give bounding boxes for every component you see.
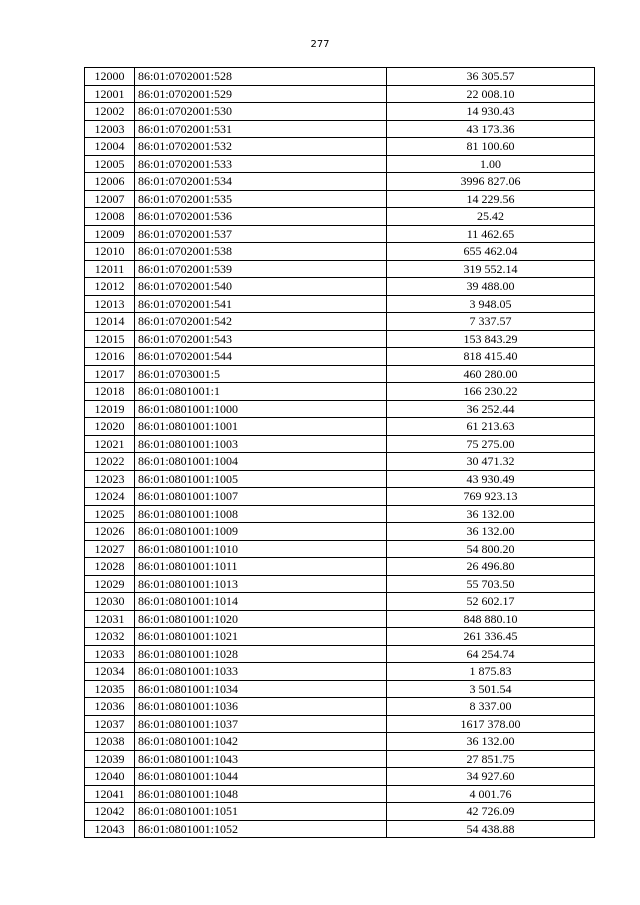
row-number-cell: 12018 [85,383,135,401]
cadastral-value-cell: 54 800.20 [387,540,595,558]
row-number-cell: 12017 [85,365,135,383]
cadastral-number-cell: 86:01:0702001:543 [135,330,387,348]
cadastral-number-cell: 86:01:0703001:5 [135,365,387,383]
cadastral-number-cell: 86:01:0702001:534 [135,173,387,191]
table-row [85,120,595,138]
cadastral-number-cell: 86:01:0801001:1001 [135,418,387,436]
row-number-cell: 12004 [85,138,135,156]
cadastral-number-cell: 86:01:0801001:1007 [135,488,387,506]
cadastral-value-cell: 14 930.43 [387,103,595,121]
table-row [85,628,595,646]
table-row [85,558,595,576]
table-row [85,540,595,558]
table-row [85,610,595,628]
row-number-cell: 12037 [85,715,135,733]
cadastral-value-cell: 36 305.57 [387,68,595,86]
cadastral-value-cell: 11 462.65 [387,225,595,243]
row-number-cell: 12023 [85,470,135,488]
cadastral-number-cell: 86:01:0801001:1042 [135,733,387,751]
cadastral-value-cell: 261 336.45 [387,628,595,646]
cadastral-value-cell: 27 851.75 [387,750,595,768]
cadastral-number-cell: 86:01:0801001:1048 [135,785,387,803]
cadastral-value-cell: 30 471.32 [387,453,595,471]
cadastral-number-cell: 86:01:0702001:542 [135,313,387,331]
row-number-cell: 12007 [85,190,135,208]
cadastral-value-cell: 36 132.00 [387,505,595,523]
row-number-cell: 12021 [85,435,135,453]
cadastral-number-cell: 86:01:0801001:1000 [135,400,387,418]
cadastral-value-cell: 166 230.22 [387,383,595,401]
table-row [85,470,595,488]
cadastral-number-cell: 86:01:0702001:532 [135,138,387,156]
cadastral-value-cell: 34 927.60 [387,768,595,786]
cadastral-number-cell: 86:01:0702001:533 [135,155,387,173]
table-row [85,295,595,313]
row-number-cell: 12001 [85,85,135,103]
row-number-cell: 12011 [85,260,135,278]
cadastral-value-cell: 153 843.29 [387,330,595,348]
table-row [85,278,595,296]
row-number-cell: 12029 [85,575,135,593]
cadastral-value-cell: 64 254.74 [387,645,595,663]
cadastral-value-cell: 460 280.00 [387,365,595,383]
cadastral-value-cell: 7 337.57 [387,313,595,331]
cadastral-value-cell: 319 552.14 [387,260,595,278]
cadastral-value-cell: 1 875.83 [387,663,595,681]
table-row [85,260,595,278]
cadastral-value-cell: 39 488.00 [387,278,595,296]
cadastral-value-table [84,67,595,838]
cadastral-number-cell: 86:01:0702001:540 [135,278,387,296]
table-row [85,190,595,208]
row-number-cell: 12000 [85,68,135,86]
table-row [85,750,595,768]
row-number-cell: 12042 [85,803,135,821]
table-row [85,243,595,261]
table-row [85,663,595,681]
cadastral-value-cell: 3 501.54 [387,680,595,698]
cadastral-number-cell: 86:01:0801001:1028 [135,645,387,663]
row-number-cell: 12040 [85,768,135,786]
row-number-cell: 12013 [85,295,135,313]
cadastral-number-cell: 86:01:0801001:1013 [135,575,387,593]
table-row [85,85,595,103]
cadastral-number-cell: 86:01:0801001:1014 [135,593,387,611]
row-number-cell: 12041 [85,785,135,803]
cadastral-number-cell: 86:01:0702001:539 [135,260,387,278]
cadastral-number-cell: 86:01:0702001:529 [135,85,387,103]
cadastral-value-cell: 769 923.13 [387,488,595,506]
row-number-cell: 12019 [85,400,135,418]
table-row [85,173,595,191]
table-row [85,820,595,838]
cadastral-number-cell: 86:01:0801001:1020 [135,610,387,628]
cadastral-number-cell: 86:01:0801001:1004 [135,453,387,471]
cadastral-number-cell: 86:01:0801001:1005 [135,470,387,488]
table-row [85,593,595,611]
row-number-cell: 12032 [85,628,135,646]
page-number: 277 [310,39,330,50]
cadastral-value-cell: 42 726.09 [387,803,595,821]
cadastral-number-cell: 86:01:0801001:1052 [135,820,387,838]
cadastral-value-cell: 25.42 [387,208,595,226]
cadastral-value-cell: 81 100.60 [387,138,595,156]
row-number-cell: 12010 [85,243,135,261]
cadastral-number-cell: 86:01:0801001:1021 [135,628,387,646]
table-row [85,680,595,698]
cadastral-number-cell: 86:01:0702001:541 [135,295,387,313]
cadastral-value-cell: 36 252.44 [387,400,595,418]
row-number-cell: 12036 [85,698,135,716]
table-row [85,383,595,401]
table-row [85,313,595,331]
table-body [85,68,595,838]
cadastral-number-cell: 86:01:0801001:1034 [135,680,387,698]
cadastral-number-cell: 86:01:0801001:1051 [135,803,387,821]
table-row [85,103,595,121]
cadastral-value-cell: 43 173.36 [387,120,595,138]
table-row [85,365,595,383]
table-row [85,645,595,663]
table-row [85,68,595,86]
cadastral-number-cell: 86:01:0801001:1008 [135,505,387,523]
table-row [85,698,595,716]
cadastral-value-cell: 3 948.05 [387,295,595,313]
table-row [85,418,595,436]
row-number-cell: 12034 [85,663,135,681]
cadastral-value-cell: 4 001.76 [387,785,595,803]
table-row [85,330,595,348]
row-number-cell: 12039 [85,750,135,768]
row-number-cell: 12024 [85,488,135,506]
cadastral-number-cell: 86:01:0702001:544 [135,348,387,366]
table-row [85,505,595,523]
cadastral-number-cell: 86:01:0801001:1037 [135,715,387,733]
cadastral-number-cell: 86:01:0801001:1036 [135,698,387,716]
table-row [85,400,595,418]
row-number-cell: 12020 [85,418,135,436]
table-row [85,453,595,471]
cadastral-number-cell: 86:01:0702001:530 [135,103,387,121]
cadastral-number-cell: 86:01:0801001:1044 [135,768,387,786]
row-number-cell: 12038 [85,733,135,751]
cadastral-value-cell: 3996 827.06 [387,173,595,191]
row-number-cell: 12028 [85,558,135,576]
row-number-cell: 12003 [85,120,135,138]
cadastral-value-cell: 1.00 [387,155,595,173]
cadastral-value-cell: 1617 378.00 [387,715,595,733]
row-number-cell: 12035 [85,680,135,698]
row-number-cell: 12006 [85,173,135,191]
table-row [85,348,595,366]
cadastral-number-cell: 86:01:0801001:1009 [135,523,387,541]
cadastral-value-cell: 55 703.50 [387,575,595,593]
cadastral-value-cell: 52 602.17 [387,593,595,611]
row-number-cell: 12022 [85,453,135,471]
cadastral-value-cell: 22 008.10 [387,85,595,103]
table-row [85,435,595,453]
cadastral-number-cell: 86:01:0702001:538 [135,243,387,261]
table-row [85,208,595,226]
row-number-cell: 12008 [85,208,135,226]
row-number-cell: 12005 [85,155,135,173]
cadastral-number-cell: 86:01:0801001:1043 [135,750,387,768]
row-number-cell: 12016 [85,348,135,366]
table-row [85,155,595,173]
table-row [85,733,595,751]
row-number-cell: 12012 [85,278,135,296]
row-number-cell: 12031 [85,610,135,628]
row-number-cell: 12026 [85,523,135,541]
cadastral-number-cell: 86:01:0801001:1003 [135,435,387,453]
table-row [85,785,595,803]
cadastral-number-cell: 86:01:0702001:531 [135,120,387,138]
cadastral-value-cell: 75 275.00 [387,435,595,453]
row-number-cell: 12025 [85,505,135,523]
row-number-cell: 12002 [85,103,135,121]
cadastral-value-cell: 14 229.56 [387,190,595,208]
table-row [85,138,595,156]
row-number-cell: 12033 [85,645,135,663]
table-row [85,768,595,786]
cadastral-number-cell: 86:01:0702001:535 [135,190,387,208]
cadastral-value-cell: 36 132.00 [387,733,595,751]
row-number-cell: 12015 [85,330,135,348]
cadastral-number-cell: 86:01:0801001:1010 [135,540,387,558]
table-row [85,225,595,243]
cadastral-number-cell: 86:01:0801001:1033 [135,663,387,681]
cadastral-value-cell: 36 132.00 [387,523,595,541]
cadastral-number-cell: 86:01:0801001:1 [135,383,387,401]
table-row [85,575,595,593]
cadastral-value-cell: 818 415.40 [387,348,595,366]
row-number-cell: 12043 [85,820,135,838]
cadastral-number-cell: 86:01:0801001:1011 [135,558,387,576]
table-row [85,803,595,821]
cadastral-value-cell: 43 930.49 [387,470,595,488]
cadastral-number-cell: 86:01:0702001:528 [135,68,387,86]
cadastral-value-cell: 8 337.00 [387,698,595,716]
cadastral-value-cell: 61 213.63 [387,418,595,436]
row-number-cell: 12009 [85,225,135,243]
table-row [85,715,595,733]
cadastral-value-cell: 54 438.88 [387,820,595,838]
cadastral-value-cell: 655 462.04 [387,243,595,261]
cadastral-number-cell: 86:01:0702001:536 [135,208,387,226]
row-number-cell: 12014 [85,313,135,331]
cadastral-value-cell: 26 496.80 [387,558,595,576]
row-number-cell: 12030 [85,593,135,611]
cadastral-number-cell: 86:01:0702001:537 [135,225,387,243]
row-number-cell: 12027 [85,540,135,558]
table-row [85,523,595,541]
table-row [85,488,595,506]
cadastral-value-cell: 848 880.10 [387,610,595,628]
